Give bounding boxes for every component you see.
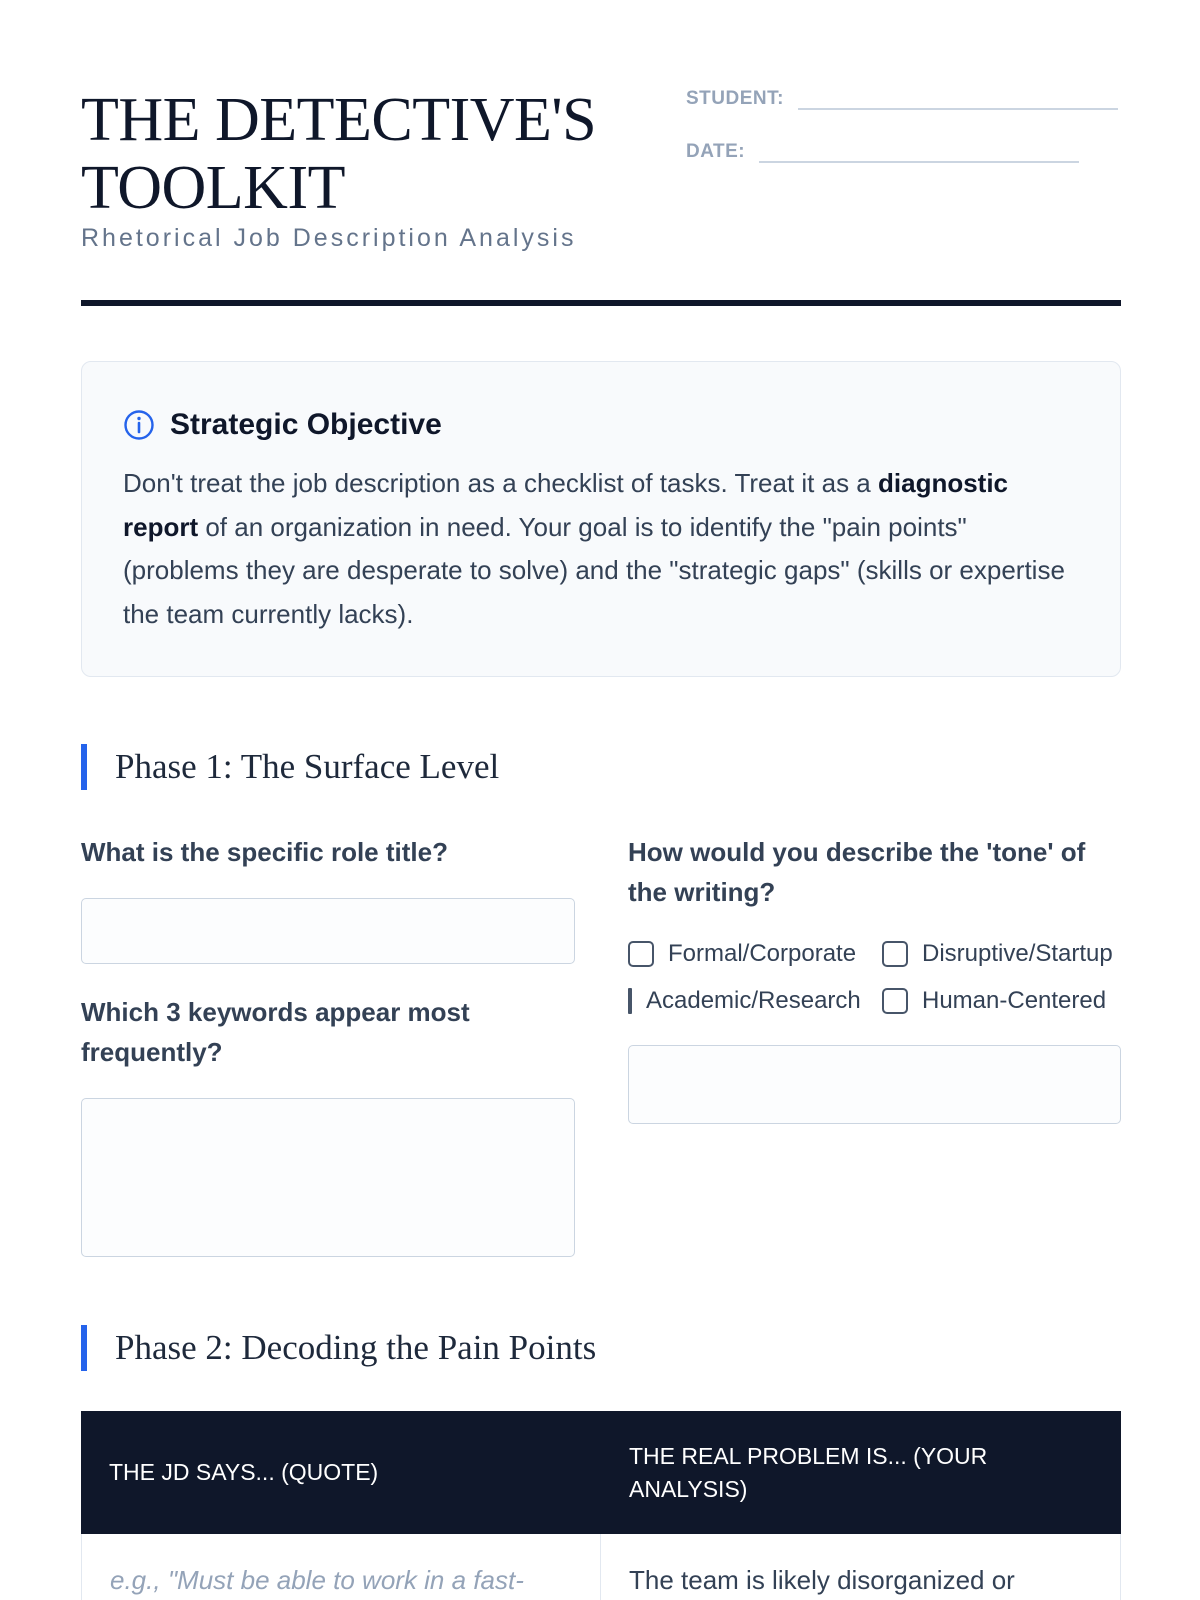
- phase-1-heading: [81, 744, 499, 790]
- tone-option-disruptive[interactable]: [882, 940, 1113, 968]
- strategic-objective-card: [81, 361, 1121, 677]
- tone-option-human[interactable]: [882, 987, 1106, 1015]
- checkbox[interactable]: [628, 941, 654, 967]
- column-header-quote: THE JD SAYS... (QUOTE): [109, 1459, 379, 1485]
- objective-title: Strategic Objective: [170, 408, 442, 441]
- student-name-field[interactable]: [798, 86, 1118, 110]
- option-label: Academic/Research: [646, 987, 861, 1014]
- role-title-input[interactable]: [81, 898, 575, 964]
- objective-text-part: Don't treat the job description as a checklist of tasks. Treat it as a: [123, 468, 878, 498]
- phase-1-title: Phase 1: The Surface Level: [115, 747, 500, 786]
- option-label: Formal/Corporate: [668, 940, 857, 967]
- option-label: Disruptive/Startup: [922, 940, 1113, 967]
- date-field[interactable]: [759, 139, 1079, 163]
- student-row: [686, 86, 1118, 110]
- role-title-question: What is the specific role title?: [81, 837, 448, 867]
- keywords-input[interactable]: [81, 1098, 575, 1257]
- objective-text-part: of an organization in need. Your goal is to identify the "pain points" (problems they are desperate to solve) and the "strategic gaps" (skills or expertise the team currently lacks).: [123, 511, 1065, 629]
- phase-accent-bar: [81, 744, 87, 790]
- table-header: [81, 1411, 1121, 1534]
- page-title: THE DETECTIVE'S TOOLKIT: [81, 86, 597, 222]
- pain-points-table: [81, 1411, 1121, 1600]
- checkbox[interactable]: [628, 988, 632, 1014]
- worksheet-header: [81, 86, 1121, 308]
- checkbox[interactable]: [882, 941, 908, 967]
- objective-heading: [123, 408, 442, 442]
- option-label: Human-Centered: [922, 987, 1107, 1014]
- tone-question: How would you describe the 'tone' of the writing?: [628, 837, 1086, 907]
- phase-accent-bar: [81, 1325, 87, 1371]
- tone-notes-input[interactable]: [628, 1045, 1121, 1124]
- analysis-cell[interactable]: The team is likely disorganized or: [629, 1565, 1015, 1595]
- page-subtitle: Rhetorical Job Description Analysis: [81, 224, 577, 252]
- date-row: [686, 139, 1079, 163]
- keywords-question: Which 3 keywords appear most frequently?: [81, 997, 470, 1067]
- date-label: DATE:: [686, 141, 746, 162]
- student-label: STUDENT:: [686, 88, 784, 109]
- objective-text: [123, 462, 1083, 636]
- quote-cell[interactable]: e.g., "Must be able to work in a fast-: [82, 1534, 601, 1600]
- column-header-analysis: THE REAL PROBLEM IS... (YOUR ANALYSIS): [629, 1442, 988, 1502]
- info-icon: [123, 409, 155, 441]
- tone-option-formal[interactable]: [628, 940, 856, 968]
- objective-text-bold: diagnostic report: [123, 468, 1009, 542]
- table-row: [81, 1534, 1121, 1600]
- tone-option-academic[interactable]: [628, 987, 861, 1015]
- header-divider: [81, 300, 1121, 306]
- checkbox[interactable]: [882, 988, 908, 1014]
- phase-2-title: Phase 2: Decoding the Pain Points: [115, 1328, 597, 1367]
- phase-2-heading: [81, 1325, 596, 1371]
